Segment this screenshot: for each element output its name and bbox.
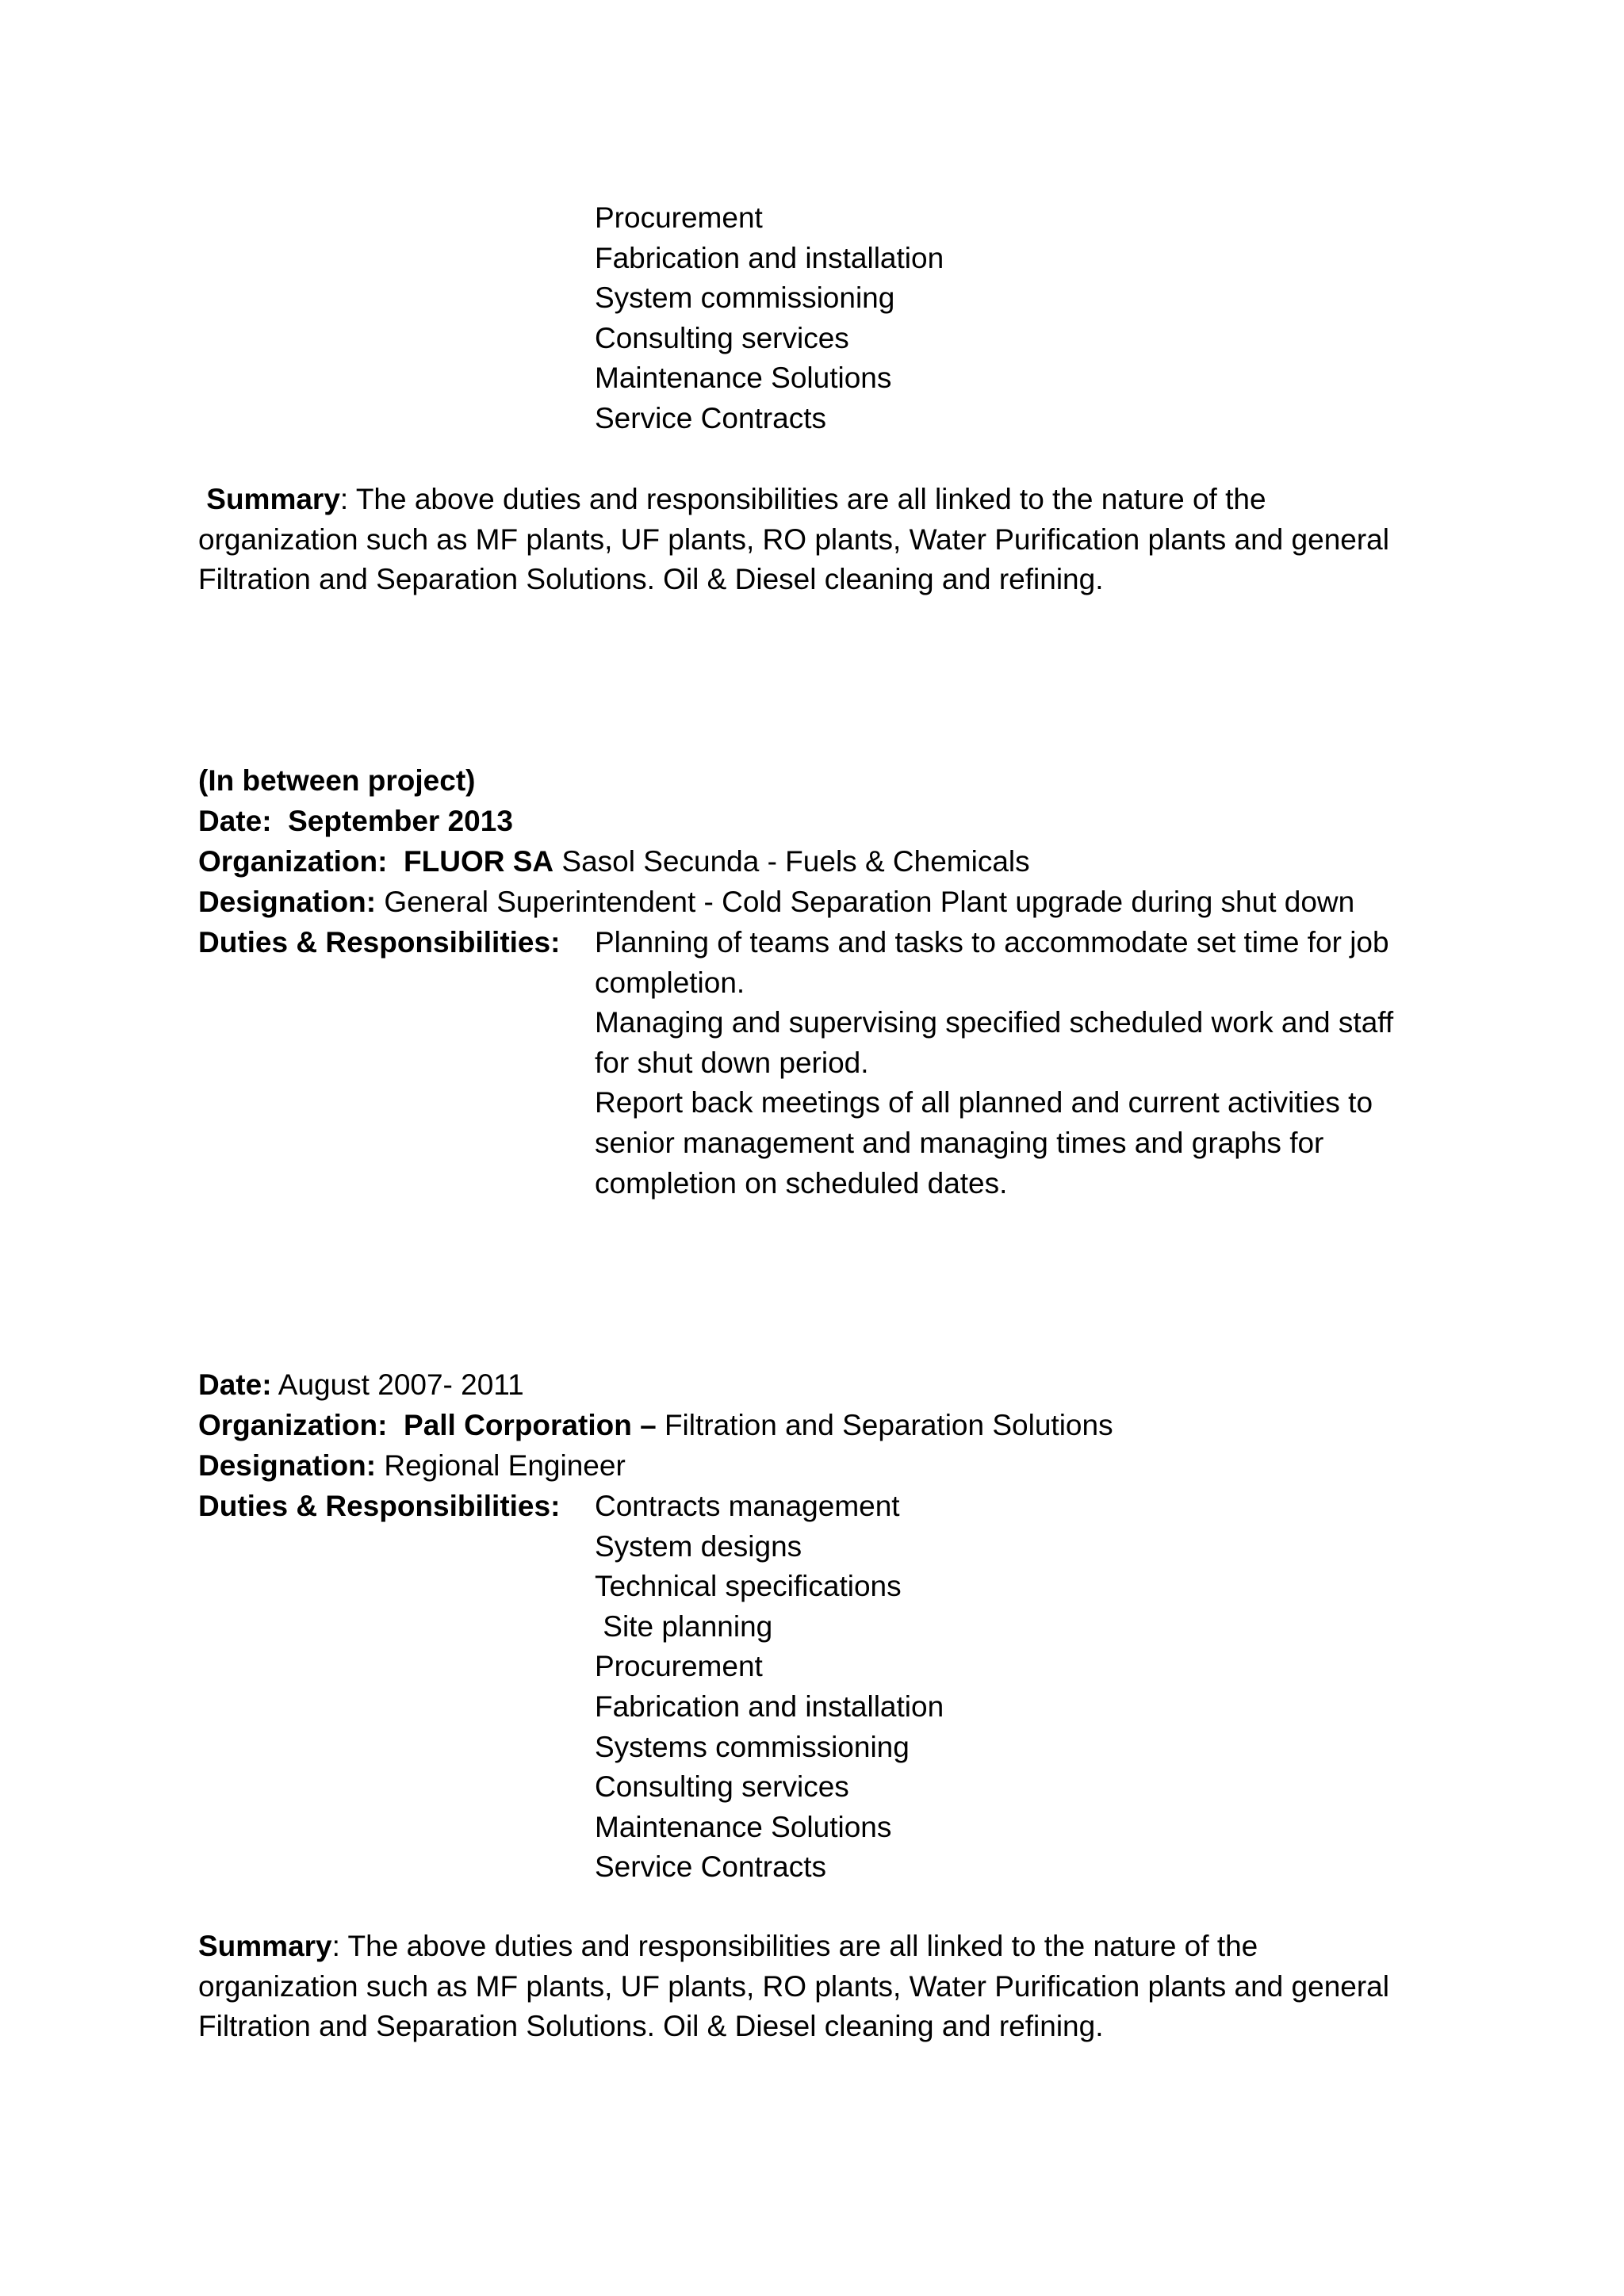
summary-line: organization such as MF plants, UF plants, RO plants, Water Purification plants and general: [198, 522, 1389, 556]
date-value: September 2013: [288, 805, 513, 837]
duties-line: Managing and supervising specified scheduled work and staff: [595, 1006, 1394, 1039]
list-item: System designs: [595, 1529, 802, 1563]
designation-label: Designation:: [198, 886, 377, 918]
duties-line: Report back meetings of all planned and current activities to: [595, 1086, 1373, 1119]
summary-line: organization such as MF plants, UF plants, RO plants, Water Purification plants and general: [198, 1969, 1389, 2003]
list-item: Maintenance Solutions: [595, 1810, 892, 1843]
pall-date-row: [198, 1365, 524, 1405]
summary-line: Filtration and Separation Solutions. Oil & Diesel cleaning and refining.: [198, 563, 1104, 596]
list-item: Consulting services: [595, 321, 849, 354]
list-item: Site planning: [595, 1609, 773, 1643]
project-note: (In between project): [198, 764, 476, 797]
date-value: August 2007- 2011: [271, 1368, 524, 1401]
duties-line: for shut down period.: [595, 1046, 869, 1079]
organization-label: Organization:: [198, 1409, 388, 1441]
list-item: Service Contracts: [595, 1850, 826, 1884]
pall-duties-label: Duties & Responsibilities:: [198, 1490, 561, 1522]
organization-detail: Sasol Secunda - Fuels & Chemicals: [553, 845, 1030, 878]
list-item: System commissioning: [595, 281, 895, 315]
list-item: Fabrication and installation: [595, 1689, 944, 1723]
date-label: Date:: [198, 805, 272, 837]
list-item: Maintenance Solutions: [595, 362, 892, 395]
pall-designation-row: [198, 1446, 626, 1486]
list-item: Contracts management: [595, 1490, 900, 1522]
duties-line: senior management and managing times and graphs for: [595, 1126, 1324, 1159]
top-summary: [198, 480, 1435, 600]
list-item: Procurement: [595, 1650, 763, 1683]
duties-line: Planning of teams and tasks to accommodate set time for job: [595, 926, 1389, 959]
list-item: Consulting services: [595, 1770, 849, 1804]
designation-label: Designation:: [198, 1449, 377, 1482]
list-item: Fabrication and installation: [595, 241, 944, 274]
organization-name: Pall Corporation –: [404, 1409, 657, 1441]
summary-line: Summary: The above duties and responsibilities are all linked to the nature of the: [206, 483, 1266, 515]
list-item: Technical specifications: [595, 1570, 902, 1603]
pall-summary: [198, 1927, 1435, 2047]
list-item: Procurement: [595, 201, 763, 234]
designation-value: General Superintendent - Cold Separation Plant upgrade during shut down: [376, 886, 1355, 918]
organization-name: FLUOR SA: [404, 845, 554, 878]
organization-detail: Filtration and Separation Solutions: [656, 1409, 1113, 1441]
organization-label: Organization:: [198, 845, 388, 878]
fluor-designation-row: [198, 882, 1354, 922]
duties-line: completion.: [595, 966, 745, 999]
fluor-date-row: [198, 802, 513, 841]
summary-line: Filtration and Separation Solutions. Oil & Diesel cleaning and refining.: [198, 2010, 1104, 2043]
top-duties-list: [595, 198, 944, 439]
fluor-organization-row: [198, 842, 1030, 882]
fluor-duties-text: [595, 923, 1393, 1203]
date-label: Date:: [198, 1368, 272, 1401]
fluor-duties-label: Duties & Responsibilities:: [198, 926, 561, 959]
pall-organization-row: [198, 1406, 1113, 1445]
pall-duties-list: [595, 1487, 944, 1888]
list-item: Service Contracts: [595, 401, 826, 434]
summary-label: Summary: [198, 1930, 332, 1962]
duties-line: completion on scheduled dates.: [595, 1166, 1008, 1200]
designation-value: Regional Engineer: [376, 1449, 626, 1482]
list-item: Systems commissioning: [595, 1730, 910, 1763]
summary-label: Summary: [206, 483, 340, 515]
summary-line: Summary: The above duties and responsibilities are all linked to the nature of the: [198, 1930, 1258, 1962]
